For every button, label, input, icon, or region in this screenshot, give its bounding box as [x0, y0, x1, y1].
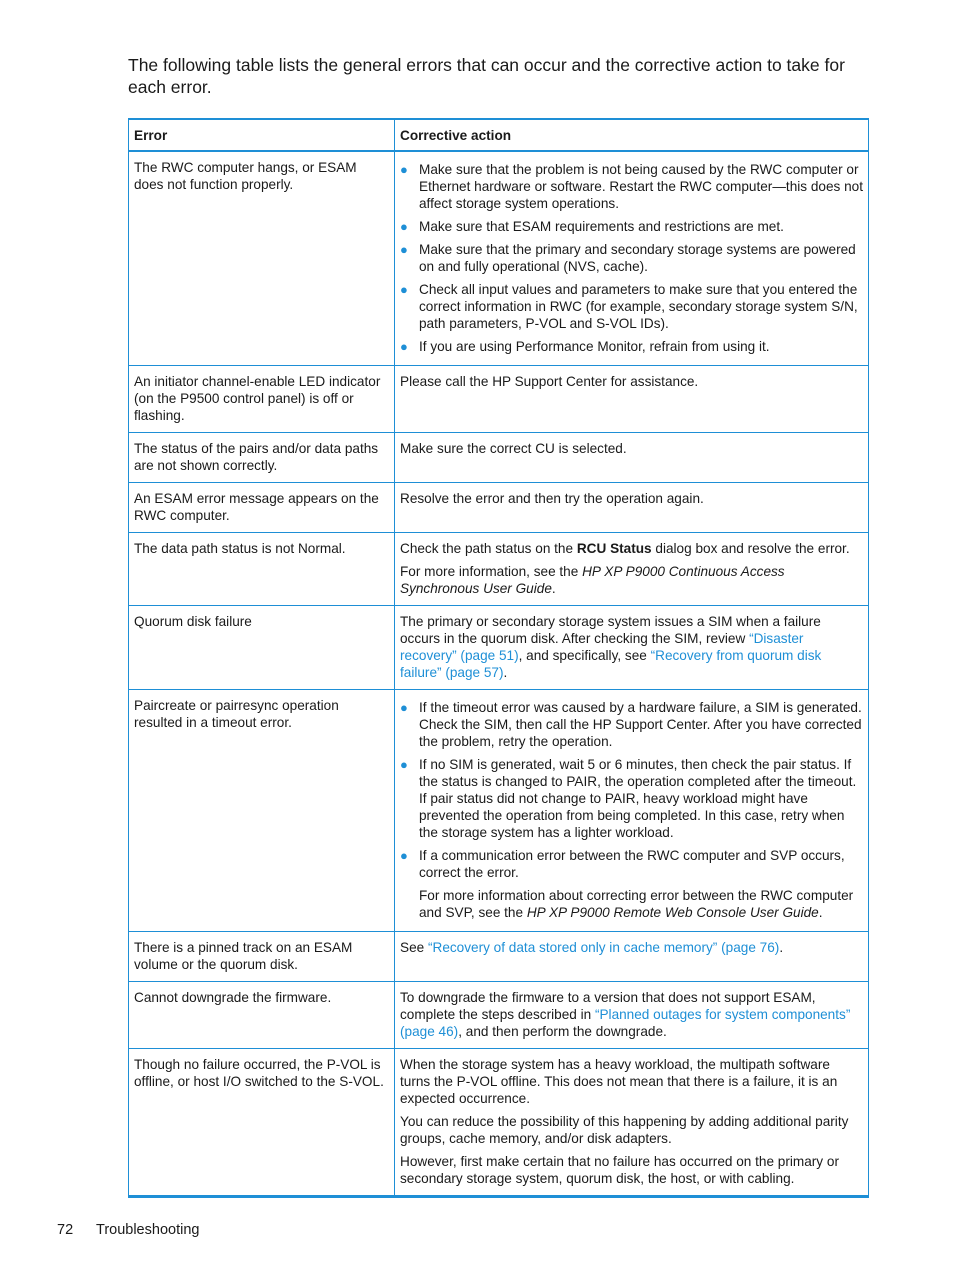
- error-cell: The status of the pairs and/or data paths are not shown correctly.: [129, 433, 395, 483]
- action-cell: To downgrade the firmware to a version that does not support ESAM, complete the steps described in “Planned outages for system components” (page 46), and then perform the downgrade.: [395, 982, 869, 1049]
- guide-title: HP XP P9000 Remote Web Console User Guide: [526, 905, 819, 920]
- action-cell: [395, 533, 869, 606]
- list-item: ● Make sure that the problem is not being caused by the RWC computer or Ethernet hardware or software. Restart the RWC computer—this does not affect storage system operations.: [400, 162, 864, 211]
- table-row: [129, 932, 869, 982]
- table-row: [129, 533, 869, 606]
- intro-paragraph: The following table lists the general errors that can occur and the corrective action to take for each error.: [128, 55, 845, 97]
- table-row: [129, 982, 869, 1049]
- error-cell: The RWC computer hangs, or ESAM does not function properly.: [129, 151, 395, 366]
- table-row: [129, 433, 869, 483]
- list-item: ● Check all input values and parameters to make sure that you entered the correct information in RWC (for example, secondary storage system S/N, path parameters, P-VOL and S-VOL IDs).: [400, 282, 858, 331]
- error-cell: An initiator channel-enable LED indicator (on the P9500 control panel) is off or flashing.: [129, 366, 395, 433]
- bullet-icon: ●: [400, 848, 408, 863]
- action-cell: [395, 151, 869, 366]
- bullet-icon: ●: [400, 282, 408, 297]
- table-header-row: [129, 119, 869, 151]
- list-item: ● If you are using Performance Monitor, refrain from using it.: [400, 339, 770, 354]
- table-row: [129, 483, 869, 533]
- link-disaster-recovery[interactable]: “Disaster recovery” (page 51): [400, 631, 804, 663]
- table-row: [129, 1049, 869, 1197]
- link-quorum-disk-recovery[interactable]: “Recovery from quorum disk failure” (page 57): [400, 648, 822, 680]
- sub-paragraph: For more information about correcting error between the RWC computer and SVP, see the HP XP P9000 Remote Web Console User Guide.: [419, 888, 854, 920]
- list-item: ● If no SIM is generated, wait 5 or 6 minutes, then check the pair status. If the status is changed to PAIR, the operation completed after the timeout. If pair status did not change to PAIR, heavy workload might have prevented the operation from being completed. In this case, retry when the storage system has a lighter workload.: [400, 757, 857, 840]
- action-cell: Resolve the error and then try the operation again.: [395, 483, 869, 533]
- error-cell: Quorum disk failure: [129, 606, 395, 690]
- table-row: [129, 151, 869, 366]
- action-paragraph: However, first make certain that no failure has occurred on the primary or secondary storage system, quorum disk, the host, or with cabling.: [400, 1154, 839, 1186]
- action-cell: The primary or secondary storage system issues a SIM when a failure occurs in the quorum disk. After checking the SIM, review “Disaster recovery” (page 51), and specifically, see “Recovery from quorum disk failure” (page 57).: [395, 606, 869, 690]
- error-cell: There is a pinned track on an ESAM volume or the quorum disk.: [129, 932, 395, 982]
- link-planned-outages[interactable]: “Planned outages for system components” (page 46): [400, 1007, 851, 1039]
- errors-table: [128, 118, 869, 1198]
- bullet-icon: ●: [400, 219, 408, 234]
- action-cell: Please call the HP Support Center for assistance.: [395, 366, 869, 433]
- error-cell: Though no failure occurred, the P-VOL is offline, or host I/O switched to the S-VOL.: [129, 1049, 395, 1197]
- action-paragraph: For more information, see the HP XP P9000 Continuous Access Synchronous User Guide.: [400, 564, 785, 596]
- table-row: [129, 690, 869, 932]
- section-name: Troubleshooting: [96, 1222, 200, 1238]
- column-header-error: Error: [129, 119, 395, 151]
- table-row: [129, 366, 869, 433]
- dialog-name: RCU Status: [576, 541, 652, 556]
- action-paragraph: Check the path status on the RCU Status dialog box and resolve the error.: [400, 541, 850, 556]
- action-list: [400, 161, 863, 355]
- column-header-action: Corrective action: [395, 119, 869, 151]
- list-item: ● If a communication error between the RWC computer and SVP occurs, correct the error. For more information about correcting error between the RWC computer and SVP, see the HP XP P9000 Remote Web Console User Guide.: [400, 847, 863, 921]
- bullet-icon: ●: [400, 242, 408, 257]
- list-item: ● Make sure that ESAM requirements and restrictions are met.: [400, 219, 784, 234]
- bullet-icon: ●: [400, 162, 408, 177]
- error-cell: Paircreate or pairresync operation resulted in a timeout error.: [129, 690, 395, 932]
- error-cell: The data path status is not Normal.: [129, 533, 395, 606]
- action-cell: Make sure the correct CU is selected.: [395, 433, 869, 483]
- action-cell: See “Recovery of data stored only in cache memory” (page 76).: [395, 932, 869, 982]
- table-row: [129, 606, 869, 690]
- guide-title: HP XP P9000 Continuous Access Synchronous User Guide: [400, 564, 785, 596]
- bullet-icon: ●: [400, 757, 408, 772]
- link-cache-memory-recovery[interactable]: “Recovery of data stored only in cache memory” (page 76): [427, 940, 780, 955]
- action-list: [400, 699, 863, 921]
- bullet-icon: ●: [400, 700, 408, 715]
- page-number: 72: [57, 1222, 74, 1238]
- action-cell: [395, 1049, 869, 1197]
- error-cell: Cannot downgrade the firmware.: [129, 982, 395, 1049]
- list-item: ● Make sure that the primary and secondary storage systems are powered on and fully operational (NVS, cache).: [400, 242, 856, 274]
- action-paragraph: When the storage system has a heavy workload, the multipath software turns the P-VOL offline. This does not mean that there is a failure, it is an expected occurrence.: [400, 1057, 838, 1106]
- action-cell: [395, 690, 869, 932]
- action-paragraph: You can reduce the possibility of this happening by adding additional parity groups, cache memory, and/or disk adapters.: [400, 1114, 849, 1146]
- bullet-icon: ●: [400, 339, 408, 354]
- error-cell: An ESAM error message appears on the RWC computer.: [129, 483, 395, 533]
- page-footer: [57, 1222, 199, 1238]
- list-item: ● If the timeout error was caused by a hardware failure, a SIM is generated. Check the SIM, then call the HP Support Center. After you have corrected the problem, retry the operation.: [400, 700, 862, 749]
